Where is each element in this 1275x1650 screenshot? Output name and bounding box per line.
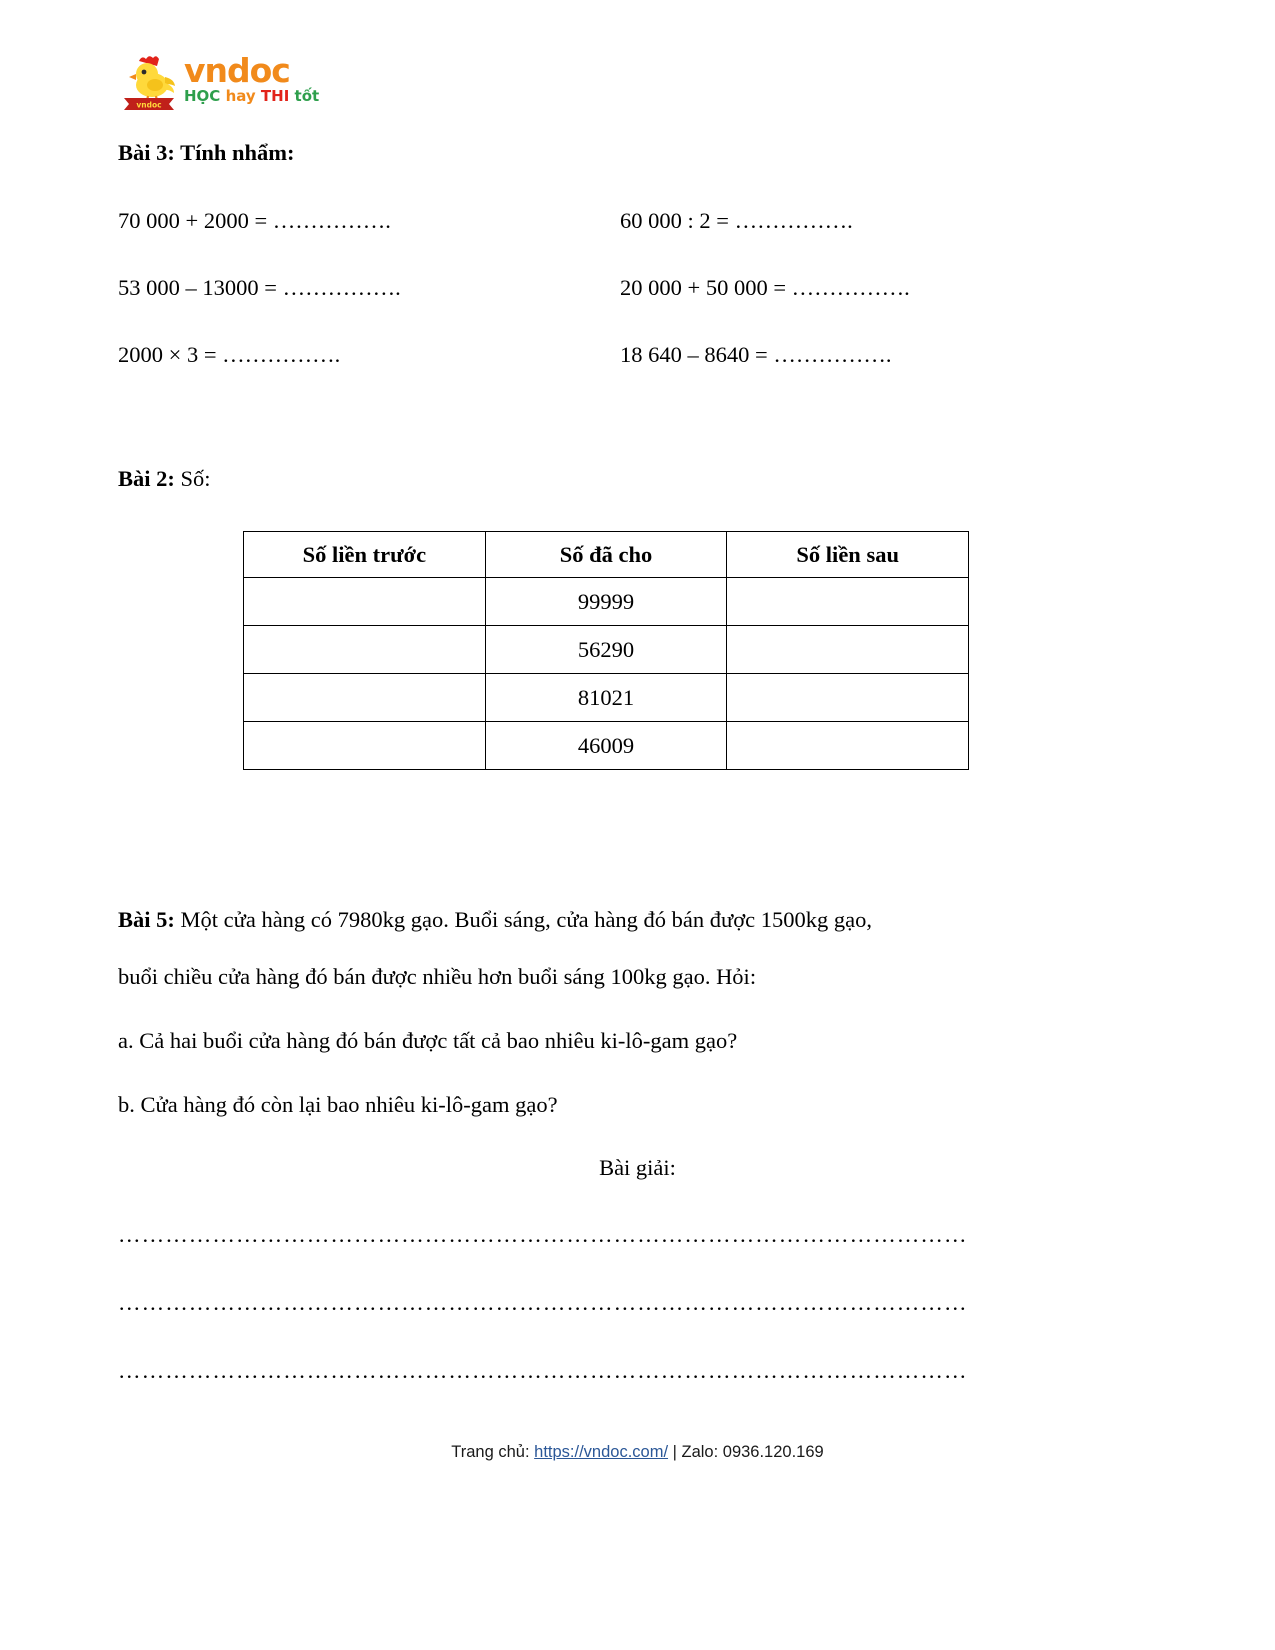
equation-row2-right: 20 000 + 50 000 = ……………. [620, 275, 910, 300]
exercise-5-text-line-1: Một cửa hàng có 7980kg gạo. Buổi sáng, cửa hàng đó bán được 1500kg gạo, [174, 907, 872, 932]
footer-suffix: | Zalo: 0936.120.169 [668, 1443, 824, 1461]
cell-given-4: 46009 [485, 722, 727, 770]
exercise-3-label: Bài 3: [118, 140, 175, 165]
logo-brand-text: vndoc [184, 51, 290, 90]
tagline-word-thi: THI [260, 86, 290, 105]
mascot-badge-text: vndoc [136, 100, 162, 110]
cell-after-2[interactable] [727, 626, 969, 674]
cell-given-2: 56290 [485, 626, 727, 674]
answer-line-1[interactable]: ……………………………………………………………………………………………… [118, 1222, 968, 1247]
cell-after-3[interactable] [727, 674, 969, 722]
column-header-so-da-cho: Số đã cho [485, 532, 727, 578]
tagline-word-tot: tốt [294, 86, 320, 105]
table-row [244, 722, 969, 770]
equation-row1-right: 60 000 : 2 = ……………. [620, 208, 853, 233]
cell-given-1: 99999 [485, 578, 727, 626]
cell-before-1[interactable] [244, 578, 486, 626]
number-sequence-table [243, 531, 969, 770]
exercise-2-title: Số: [174, 466, 211, 491]
table-row [244, 578, 969, 626]
tagline-word-hoc: HỌC [184, 86, 221, 105]
exercise-5-question-b: b. Cửa hàng đó còn lại bao nhiêu ki-lô-gam gạo? [118, 1092, 558, 1117]
equation-row2-left: 53 000 – 13000 = ……………. [118, 275, 401, 300]
exercise-5-paragraph-line-2: buổi chiều cửa hàng đó bán được nhiều hơn buổi sáng 100kg gạo. Hỏi: [118, 964, 757, 989]
answer-line-3[interactable]: ……………………………………………………………………………………………… [118, 1358, 968, 1383]
vndoc-logo [118, 52, 319, 114]
solution-heading: Bài giải: [599, 1155, 676, 1180]
footer-prefix: Trang chủ: [451, 1443, 535, 1461]
exercise-5-question-a: a. Cả hai buổi cửa hàng đó bán được tất cả bao nhiêu ki-lô-gam gạo? [118, 1028, 738, 1053]
page-footer [0, 1443, 1275, 1462]
tagline-word-hay: hay [225, 86, 256, 105]
cell-after-4[interactable] [727, 722, 969, 770]
column-header-so-lien-truoc: Số liền trước [244, 532, 486, 578]
logo-wordmark [184, 52, 319, 104]
equation-row3-right: 18 640 – 8640 = ……………. [620, 342, 892, 367]
table-row [244, 626, 969, 674]
exercise-3-heading [118, 140, 295, 166]
exercise-2-label: Bài 2: [118, 466, 175, 491]
cell-before-3[interactable] [244, 674, 486, 722]
table-header-row [244, 532, 969, 578]
exercise-2-heading [118, 466, 211, 492]
cell-given-3: 81021 [485, 674, 727, 722]
table-row [244, 674, 969, 722]
exercise-3-title: Tính nhẩm: [174, 140, 295, 165]
logo-tagline [184, 86, 320, 105]
vndoc-homepage-link[interactable]: https://vndoc.com/ [534, 1443, 669, 1461]
column-header-so-lien-sau: Số liền sau [727, 532, 969, 578]
exercise-5-label: Bài 5: [118, 907, 175, 932]
cell-before-2[interactable] [244, 626, 486, 674]
equation-row1-left: 70 000 + 2000 = ……………. [118, 208, 391, 233]
cell-after-1[interactable] [727, 578, 969, 626]
exercise-5-paragraph-line-1 [118, 906, 872, 933]
answer-line-2[interactable]: ……………………………………………………………………………………………… [118, 1290, 968, 1315]
chick-mascot-icon [118, 52, 180, 114]
cell-before-4[interactable] [244, 722, 486, 770]
equation-row3-left: 2000 × 3 = ……………. [118, 342, 341, 367]
